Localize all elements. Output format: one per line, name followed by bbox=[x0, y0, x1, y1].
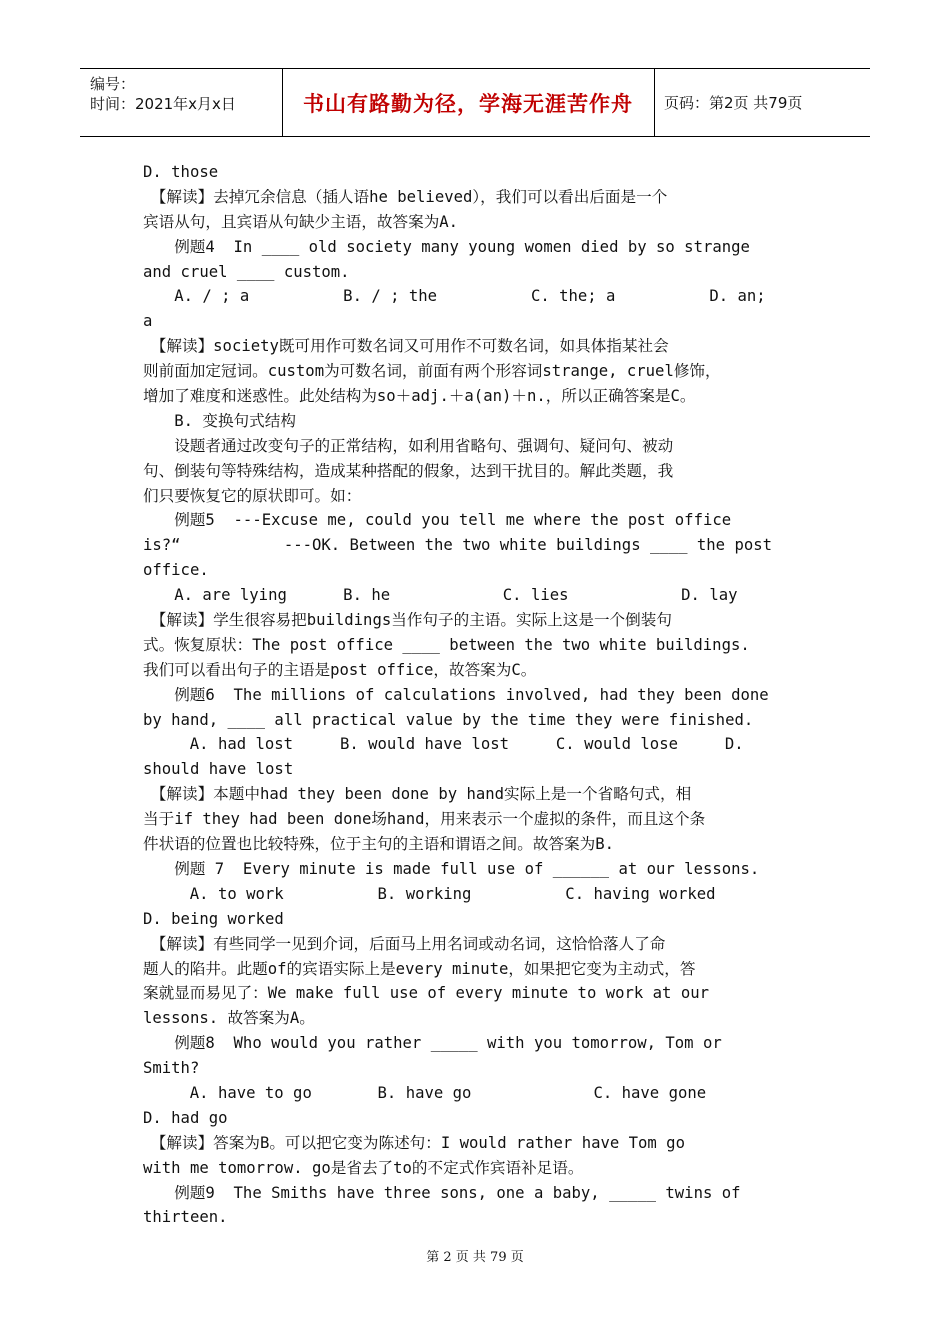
header-info-cell bbox=[80, 69, 283, 136]
text-line: with me tomorrow. go是省去了to的不定式作宾语补足语。 bbox=[143, 1158, 584, 1177]
text-line: 例题6 The millions of calculations involved, had they been done bbox=[143, 685, 769, 704]
text-line: A. have to go B. have go C. have gone bbox=[143, 1083, 707, 1102]
text-line: Smith? bbox=[143, 1059, 200, 1078]
text-line: A. / ; a B. / ; the C. the; a D. an; bbox=[143, 287, 766, 306]
text-line: office. bbox=[143, 561, 209, 580]
text-line: 们只要恢复它的原状即可。如： bbox=[143, 486, 362, 505]
text-line: 例题5 ---Excuse me, could you tell me where the post office bbox=[143, 511, 732, 530]
text-line: 【解读】有些同学一见到介词，后面马上用名词或动名词，这恰恰落人了命 bbox=[143, 934, 666, 953]
text-line: 件状语的位置也比较特殊，位于主句的主语和谓语之间。故答案为B. bbox=[143, 835, 614, 854]
text-line: A. are lying B. he C. lies D. lay bbox=[143, 586, 738, 605]
text-line: 例题4 In ____ old society many young women died by so strange bbox=[143, 237, 750, 256]
text-line: 【解读】本题中had they been done by hand实际上是一个省略句式，相 bbox=[143, 785, 692, 804]
motto: 书山有路勤为径，学海无涯苦作舟 bbox=[303, 91, 633, 116]
header-page-cell bbox=[654, 69, 870, 136]
page-info: 页码：第2页 共79页 bbox=[664, 94, 803, 112]
text-line: A. to work B. working C. having worked bbox=[143, 884, 716, 903]
page-header bbox=[80, 68, 870, 137]
text-line: 案就显而易见了：We make full use of every minute to work at our bbox=[143, 984, 709, 1003]
text-line: should have lost bbox=[143, 760, 294, 779]
text-line: 【解读】学生很容易把buildings当作句子的主语。实际上这是一个倒装句 bbox=[143, 611, 672, 630]
text-line: by hand, ____ all practical value by the time they were finished. bbox=[143, 710, 754, 729]
text-line: 式。恢复原状：The post office ____ between the two white buildings. bbox=[143, 635, 750, 654]
text-line: 【解读】society既可用作可数名词又可用作不可数名词，如具体指某社会 bbox=[143, 337, 669, 356]
text-line: 题人的陷井。此题of的宾语实际上是every minute，如果把它变为主动式，答 bbox=[143, 959, 696, 978]
text-line: 则前面加定冠词。custom为可数名词，前面有两个形容词strange, cruel修饰， bbox=[143, 362, 721, 381]
code-label: 编号： bbox=[90, 75, 136, 93]
text-line: A. had lost B. would have lost C. would lose D. bbox=[143, 735, 744, 754]
text-line: 宾语从句，且宾语从句缺少主语，故答案为A. bbox=[143, 212, 459, 231]
page-footer: 第 2 页 共 79 页 bbox=[426, 1250, 524, 1265]
text-line: D. being worked bbox=[143, 909, 284, 928]
text-line: D. had go bbox=[143, 1108, 228, 1127]
text-line: 设题者通过改变句子的正常结构，如利用省略句、强调句、疑问句、被动 bbox=[143, 436, 674, 455]
text-line: thirteen. bbox=[143, 1208, 228, 1227]
date-label: 时间：2021年x月x日 bbox=[90, 95, 236, 113]
text-line: 当于if they had been done场hand，用来表示一个虚拟的条件，而且这个条 bbox=[143, 810, 706, 829]
text-line: and cruel ____ custom. bbox=[143, 262, 350, 281]
text-line: 例题9 The Smiths have three sons, one a baby, _____ twins of bbox=[143, 1183, 741, 1202]
text-line: lessons. 故答案为A。 bbox=[143, 1009, 315, 1028]
text-line: 句、倒装句等特殊结构，造成某种搭配的假象，达到干扰目的。解此类题，我 bbox=[143, 461, 674, 480]
text-line: 例题8 Who would you rather _____ with you tomorrow, Tom or bbox=[143, 1034, 722, 1053]
text-line: 我们可以看出句子的主语是post office，故答案为C。 bbox=[143, 660, 537, 679]
text-line: 【解读】答案为B。可以把它变为陈述句：I would rather have Tom go bbox=[143, 1133, 685, 1152]
document-body bbox=[143, 160, 808, 1230]
text-line: D. those bbox=[143, 163, 219, 181]
header-motto-cell bbox=[282, 69, 655, 136]
text-line: a bbox=[143, 312, 153, 331]
text-line: is?“ ---OK. Between the two white buildings ____ the post bbox=[143, 536, 773, 555]
text-line: B. 变换句式结构 bbox=[143, 411, 296, 430]
text-line: 增加了难度和迷惑性。此处结构为so＋adj.＋a(an)＋n.，所以正确答案是C。 bbox=[143, 387, 696, 406]
text-line: 例题 7 Every minute is made full use of ______ at our lessons. bbox=[143, 859, 760, 878]
text-line: 【解读】去掉冗余信息（插人语he believed），我们可以看出后面是一个 bbox=[143, 187, 668, 206]
